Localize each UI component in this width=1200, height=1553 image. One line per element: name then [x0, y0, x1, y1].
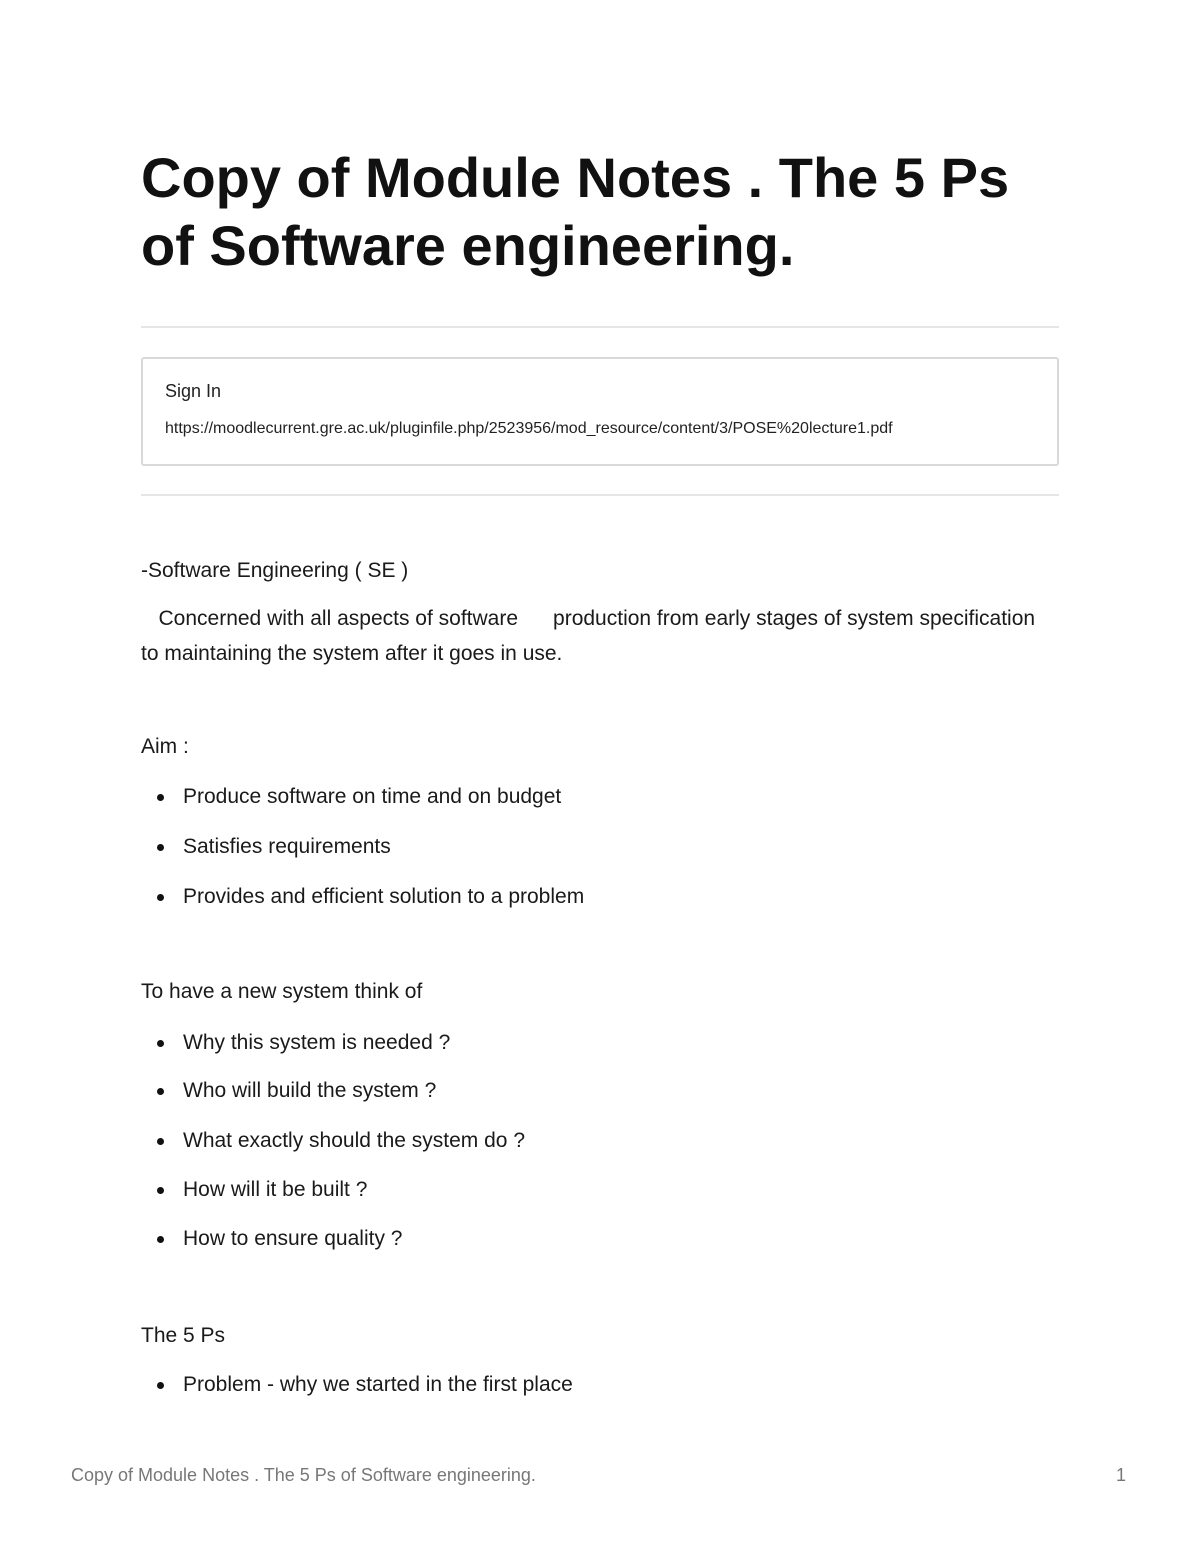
list-item	[141, 1367, 573, 1402]
bookmark-url[interactable]: https://moodlecurrent.gre.ac.uk/pluginfile.php/2523956/mod_resource/content/3/POSE%20lecture1.pdf	[165, 420, 893, 437]
bullet-dot	[157, 894, 164, 901]
list-item	[141, 779, 584, 814]
page-title: Copy of Module Notes . The 5 Ps of Software engineering.	[141, 146, 1010, 277]
list-item-text: What exactly should the system do ?	[183, 1129, 525, 1152]
list-item-text: Produce software on time and on budget	[183, 785, 562, 808]
five-ps-heading: The 5 Ps	[141, 1324, 226, 1347]
list-item-text: Why this system is needed ?	[183, 1031, 451, 1054]
bullet-dot	[157, 1088, 164, 1095]
new-system-list	[141, 1025, 525, 1256]
bullet-dot	[157, 1040, 164, 1047]
bottom-divider	[141, 494, 1059, 496]
list-item	[141, 829, 584, 864]
bookmark-title: Sign In	[165, 381, 222, 401]
list-item-text: Problem - why we started in the first place	[183, 1373, 573, 1396]
bullet-dot	[157, 1236, 164, 1243]
bullet-dot	[157, 1138, 164, 1145]
list-item	[141, 1123, 525, 1158]
list-item	[141, 1025, 525, 1060]
top-divider	[141, 326, 1059, 328]
bullet-dot	[157, 1382, 164, 1389]
list-item-text: Satisfies requirements	[183, 835, 391, 858]
se-description: Concerned with all aspects of software production from early stages of system specification to maintaining the system after it goes in use.	[141, 607, 1036, 665]
list-item-text: Provides and efficient solution to a problem	[183, 885, 585, 908]
aim-list	[141, 779, 584, 914]
list-item-text: Who will build the system ?	[183, 1079, 437, 1102]
new-system-heading: To have a new system think of	[141, 980, 423, 1003]
bookmark-card[interactable]	[141, 357, 1059, 466]
list-item-text: How to ensure quality ?	[183, 1227, 403, 1250]
aim-heading: Aim :	[141, 735, 189, 758]
list-item-text: How will it be built ?	[183, 1178, 368, 1201]
list-item	[141, 1172, 525, 1207]
list-item	[141, 879, 584, 914]
list-item	[141, 1073, 525, 1108]
bullet-dot	[157, 794, 164, 801]
footer-page-number: 1	[1116, 1465, 1127, 1485]
list-item	[141, 1221, 525, 1256]
bullet-dot	[157, 844, 164, 851]
bullet-dot	[157, 1187, 164, 1194]
se-heading: -Software Engineering ( SE )	[141, 559, 409, 582]
footer-title: Copy of Module Notes . The 5 Ps of Software engineering.	[71, 1465, 536, 1485]
five-ps-list	[141, 1367, 573, 1402]
